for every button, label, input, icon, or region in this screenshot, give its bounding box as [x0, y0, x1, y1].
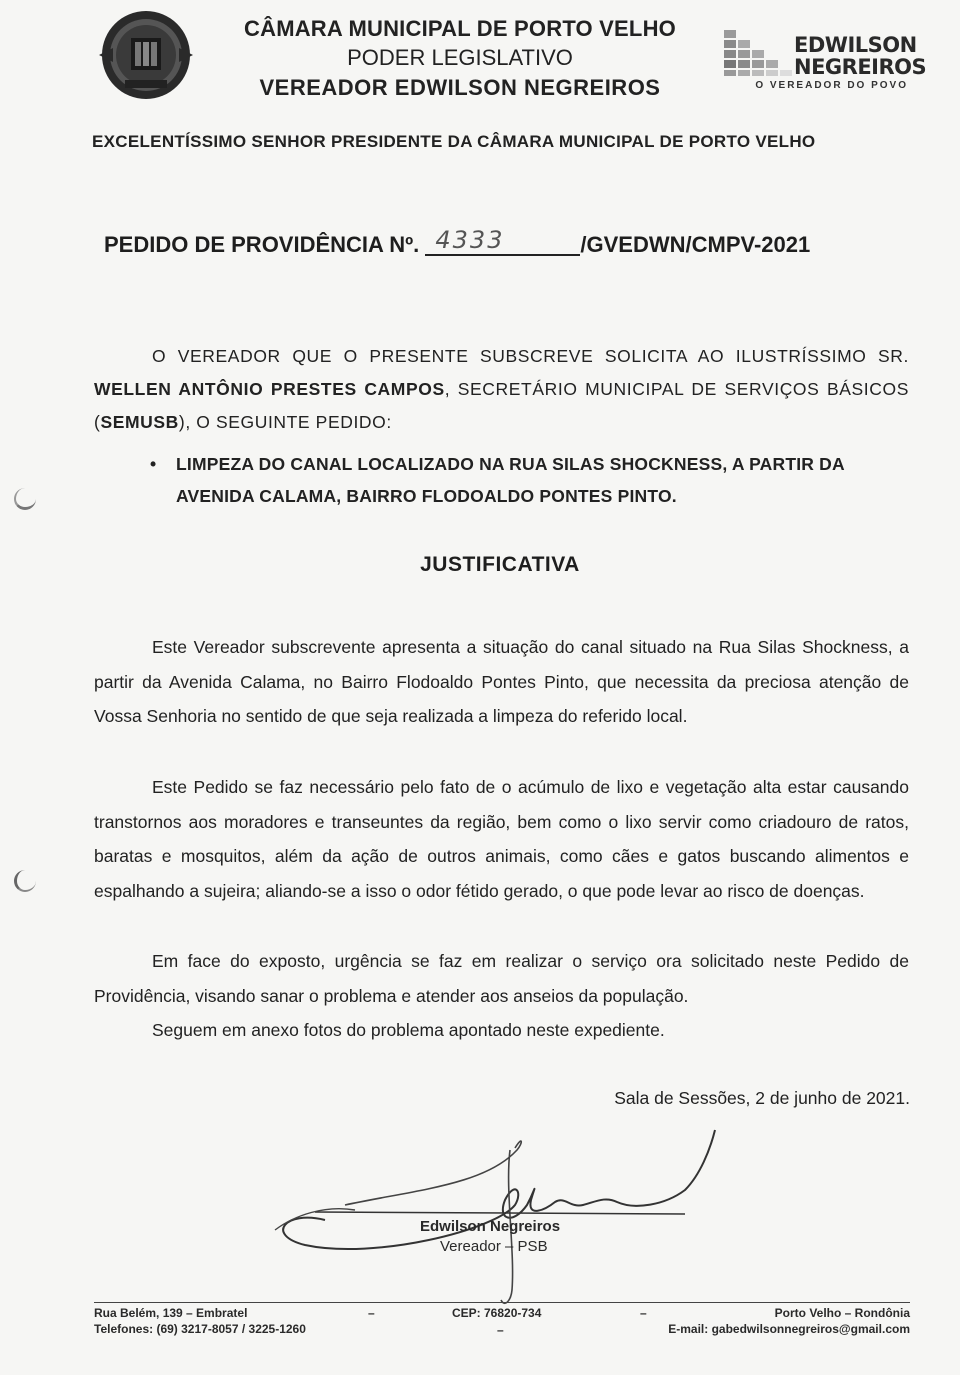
- punch-hole-mark: [14, 488, 36, 510]
- municipal-seal-icon: [95, 8, 197, 102]
- intro-part3: ), O SEGUINTE PEDIDO:: [178, 412, 392, 432]
- title-suffix: /GVEDWN/CMPV-2021: [580, 232, 811, 257]
- intro-part1: O VEREADOR QUE O PRESENTE SUBSCREVE SOLICITA AO ILUSTRÍSSIMO SR.: [152, 346, 909, 366]
- justification-paragraph-2: Este Pedido se faz necessário pelo fato de o acúmulo de lixo e vegetação alta estar causando transtornos aos moradores e transeuntes da região, bem como o lixo servir como criadouro de ratos, baratas e mosquitos, além da ação de outros animais, como cães e gatos buscando alimentos e espalhando a sujeira; aliando-se a isso o odor fétido gerado, o que pode levar ao risco de doenças.: [94, 777, 909, 901]
- justification-paragraph-4: Seguem em anexo fotos do problema apontado neste expediente.: [152, 1020, 665, 1040]
- footer-separator: –: [640, 1306, 647, 1320]
- justification-heading: JUSTIFICATIVA: [420, 553, 580, 576]
- bullet-icon: •: [150, 454, 157, 474]
- logo-tagline: O VEREADOR DO POVO: [755, 80, 908, 91]
- agency-acronym: SEMUSB: [100, 412, 179, 432]
- title-prefix: PEDIDO DE PROVIDÊNCIA Nº.: [104, 232, 420, 257]
- footer-separator: –: [497, 1323, 504, 1337]
- footer-city: Porto Velho – Rondônia: [774, 1306, 910, 1320]
- footer-divider: [94, 1302, 910, 1303]
- campaign-logo: [722, 28, 927, 100]
- justification-paragraph-3: Em face do exposto, urgência se faz em realizar o serviço ora solicitado neste Pedido de Providência, visando sanar o problema e atender aos anseios da população.: [94, 951, 909, 1006]
- signer-name: Edwilson Negreiros: [420, 1218, 561, 1235]
- building-blocks-icon: [722, 28, 794, 78]
- intro-paragraph: [94, 340, 909, 439]
- justification-paragraph-1: Este Vereador subscrevente apresenta a situação do canal situado na Rua Silas Shockness, a partir da Avenida Calama, no Bairro Flodoaldo Pontes Pinto, que necessita da preciosa atenção de Vossa Senhoria no sentido de que seja realizada a limpeza do referido local.: [94, 637, 909, 726]
- request-number: 4333: [435, 226, 505, 254]
- date-line: Sala de Sessões, 2 de junho de 2021.: [614, 1088, 910, 1108]
- request-item-text: LIMPEZA DO CANAL LOCALIZADO NA RUA SILAS SHOCKNESS, A PARTIR DA AVENIDA CALAMA, BAIRRO FLODOALDO PONTES PINTO.: [176, 454, 845, 506]
- addressee: EXCELENTÍSSIMO SENHOR PRESIDENTE DA CÂMARA MUNICIPAL DE PORTO VELHO: [92, 132, 816, 151]
- footer-address: Rua Belém, 139 – Embratel: [94, 1306, 248, 1320]
- councilor-name: VEREADOR EDWILSON NEGREIROS: [259, 75, 661, 100]
- logo-name-last: NEGREIROS: [794, 55, 927, 79]
- document-title: [104, 228, 904, 258]
- chamber-name: CÂMARA MUNICIPAL DE PORTO VELHO: [244, 16, 676, 41]
- header-title-block: [210, 14, 710, 104]
- request-item: [150, 448, 910, 512]
- secretary-name: WELLEN ANTÔNIO PRESTES CAMPOS: [94, 379, 445, 399]
- intro-part2: , SECRETÁRIO MUNICIPAL DE SERVIÇOS BÁSICOS (: [94, 379, 909, 432]
- footer-separator: –: [368, 1306, 375, 1320]
- handwritten-signature-icon: [265, 1110, 725, 1310]
- signer-role: Vereador – PSB: [440, 1238, 548, 1255]
- logo-name-first: EDWILSON: [794, 33, 917, 57]
- footer-contact-right: [600, 1305, 910, 1337]
- request-number-field: [425, 226, 580, 256]
- footer-phones: Telefones: (69) 3217-8057 / 3225-1260: [94, 1322, 306, 1336]
- punch-hole-mark: [14, 870, 36, 892]
- footer-email: E-mail: gabedwilsonnegreiros@gmail.com: [668, 1322, 910, 1336]
- footer-cep: CEP: 76820-734: [452, 1306, 542, 1320]
- footer-contact-left: [94, 1305, 306, 1337]
- legislative-power: PODER LEGISLATIVO: [347, 45, 573, 70]
